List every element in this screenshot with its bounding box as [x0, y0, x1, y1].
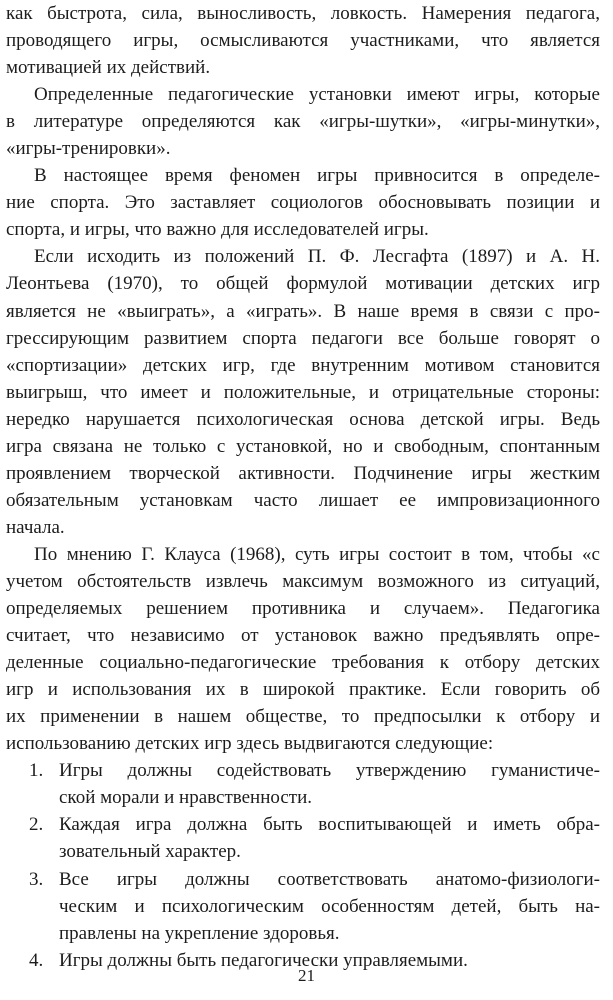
list-number: 2. [29, 814, 44, 836]
text-line: игр и использования их в широкой практике. Если говорить об [6, 679, 600, 701]
text-line: нередко нарушается психологическая основа детской игры. Ведь [6, 408, 600, 430]
text-line: ние спорта. Это заставляет социологов обосновывать позиции и [6, 192, 600, 214]
text-line: обязательным установкам часто лишает ее импровизационного [6, 489, 600, 511]
list-number: 4. [29, 949, 44, 971]
list-item-text: Все игры должны соответствовать анатомо-физиологи- [59, 868, 600, 890]
text-line: определяемых решением противника и случаем». Педагогика [6, 598, 600, 620]
list-item [6, 811, 600, 865]
list-item-line: ской морали и нравственности. [59, 787, 313, 809]
text-line: Если исходить из положений П. Ф. Лесгафта (1897) и А. Н. [34, 246, 600, 268]
text-line: «спортизации» детских игр, где внутренним мотивом становится [6, 354, 600, 376]
body-text [6, 0, 600, 974]
text-line: использованию детских игр здесь выдвигаются следующие: [6, 733, 494, 755]
text-line: проявлением творческой активности. Подчинение игры жестким [6, 462, 600, 484]
paragraph [6, 162, 600, 243]
text-line: в литературе определяются как «игры-шутки», «игры-минутки», [6, 111, 600, 133]
text-line: Леонтьева (1970), то общей формулой мотивации детских игр [6, 273, 600, 295]
list-item-line [6, 866, 600, 893]
list-item-text: Игры должны содействовать утверждению гуманистиче- [59, 760, 600, 782]
text-line: игра связана не только с установкой, но и свободным, спонтанным [6, 435, 600, 457]
text-line: спорта, и игры, что важно для исследователей игры. [6, 219, 429, 241]
text-line: деленные социально-педагогические требования к отбору детских [6, 652, 600, 674]
text-line: проводящего игры, осмысливаются участниками, что является [6, 30, 600, 52]
text-line: является не «выиграть», а «играть». В наше время в связи с про- [6, 300, 600, 322]
text-line: По мнению Г. Клауса (1968), суть игры состоит в том, чтобы «с [34, 543, 600, 565]
paragraph [6, 243, 600, 541]
text-line: В настоящее время феномен игры привносится в определе- [34, 165, 600, 187]
paragraph [6, 81, 600, 162]
text-line: начала. [6, 516, 65, 538]
numbered-list [6, 757, 600, 973]
list-item-line [6, 757, 600, 784]
list-item-line: зовательный характер. [59, 841, 241, 863]
page-number: 21 [298, 966, 315, 985]
list-number: 3. [29, 868, 44, 890]
list-item-text: Каждая игра должна быть воспитывающей и иметь обра- [59, 814, 600, 836]
list-item [6, 866, 600, 947]
paragraph [6, 0, 600, 81]
text-line: учетом обстоятельств извлечь максимум возможного из ситуаций, [6, 570, 600, 592]
text-line: считает, что независимо от установок важно предъявлять опре- [6, 625, 600, 647]
list-item-text: Игры должны быть педагогически управляемыми. [59, 949, 468, 971]
text-line: их применении в нашем обществе, то предпосылки к отбору и [6, 706, 600, 728]
text-line: «игры-тренировки». [6, 138, 171, 160]
text-line: как быстрота, сила, выносливость, ловкость. Намерения педагога, [6, 3, 600, 24]
text-line: грессирующим развитием спорта педагоги все больше говорят о [6, 327, 600, 349]
list-item-line [6, 811, 600, 838]
list-item [6, 757, 600, 811]
text-line: Определенные педагогические установки имеют игры, которые [34, 84, 600, 106]
list-item-line: правлены на укрепление здоровья. [59, 922, 340, 944]
paragraph [6, 541, 600, 757]
list-number: 1. [29, 760, 44, 782]
list-item-line: ческим и психологическим особенностям детей, быть на- [59, 895, 600, 917]
text-line: выигрыш, что имеет и положительные, и отрицательные стороны: [6, 381, 600, 403]
text-line: мотивацией их действий. [6, 57, 211, 79]
